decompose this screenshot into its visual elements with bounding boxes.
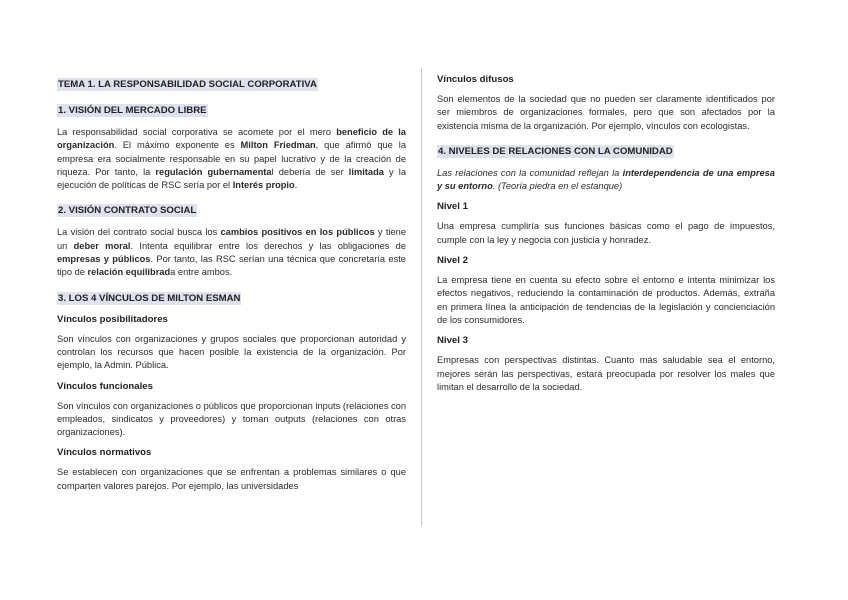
section-4-paragraph	[437, 167, 775, 194]
section-1-title: 1. VISIÓN DEL MERCADO LIBRE	[58, 105, 207, 116]
link-enabling-text: Son vínculos con organizaciones y grupos sociales que proporcionan autoridad y controlan los recursos que hacen posible la existencia de la organización. Por ejemplo, la Admin. Pública.	[57, 333, 406, 371]
bold-run: beneficio de la organización	[57, 127, 406, 151]
text-run: . (Teoría piedra en el estanque)	[492, 181, 623, 192]
section-3-heading	[57, 288, 406, 306]
bold-run: Milton Friedman	[240, 140, 316, 151]
section-1-paragraph	[57, 126, 406, 192]
text-run: . Por tanto, las RSC serían una técnica que concretaría este tipo de	[57, 254, 406, 278]
section-2-title: 2. VISIÓN CONTRATO SOCIAL	[58, 205, 197, 217]
level-3-title: Nivel 3	[437, 335, 468, 347]
text-run: . El máximo exponente es	[114, 140, 241, 151]
text-run: La responsabilidad social corporativa se acomete por el mero	[57, 127, 337, 137]
level-2-title: Nivel 2	[437, 255, 468, 267]
column-divider	[421, 68, 422, 526]
topic-title	[57, 74, 406, 92]
link-diffuse-text: Son elementos de la sociedad que no pueden ser claramente identificados por ser miembros de organizaciones formales, pero que son afectados por la existencia misma de la organización. Por ejemplo, vínculos con ecologistas.	[437, 94, 775, 131]
section-4-heading	[437, 141, 775, 159]
bold-run: Interés propio	[232, 180, 295, 191]
bold-run: deber moral	[73, 240, 131, 251]
text-run: , que afirmó que la empresa era socialmente responsable en su papel lucrativo y de la creación de riqueza. Por tanto, la	[57, 140, 406, 177]
text-run: a entre ambos.	[170, 267, 233, 278]
section-1-heading	[57, 100, 406, 118]
link-functional-text: Son vínculos con organizaciones o públicos que proporcionan inputs (relaciones con empleados, sindicatos y proveedores) y toman outputs (relaciones con otras organizaciones).	[57, 400, 406, 438]
text-run: Las relaciones con la comunidad reflejan la	[437, 167, 623, 178]
section-3-title: 3. LOS 4 VÍNCULOS DE MILTON ESMAN	[58, 292, 241, 304]
section-2-heading	[57, 200, 406, 218]
right-column	[437, 74, 775, 402]
bold-run: relación equilibrad	[87, 267, 171, 278]
link-enabling-title: Vínculos posibilitadores	[57, 313, 168, 325]
level-1-text: Una empresa cumpliría sus funciones básicas como el pago de impuestos, cumple con la ley y negocia con justicia y honradez.	[437, 221, 775, 245]
text-run: La visión del contrato social busca los	[57, 227, 221, 238]
level-2-text: La empresa tiene en cuenta su efecto sobre el entorno e intenta minimizar los efectos negativos, reduciendo la contaminación de productos. Además, extraña en primera línea la anticipación de tendencias de la legislación y concienciación de los consumidores.	[437, 275, 775, 325]
text-run: y la ejecución de políticas de RSC sería por el	[57, 166, 407, 191]
bold-run: limitada	[348, 166, 384, 177]
level-3-text: Empresas con perspectivas distintas. Cuanto más saludable sea el entorno, mejores serán las perspectivas, estará preocupada por resolver los males que limitan el desarrollo de la sociedad.	[437, 355, 775, 392]
text-run: .	[294, 180, 298, 191]
section-4-title: 4. NIVELES DE RELACIONES CON LA COMUNIDAD	[438, 145, 673, 157]
section-2-paragraph	[57, 226, 406, 279]
text-run: . Intenta equilibrar entre los derechos y las obligaciones de	[130, 240, 406, 251]
text-run: l debería de ser	[271, 166, 349, 177]
bold-run: empresas y públicos	[57, 254, 151, 265]
link-diffuse-title: Vínculos difusos	[437, 74, 514, 85]
link-normative-title: Vínculos normativos	[57, 447, 152, 459]
topic-title-text: TEMA 1. LA RESPONSABILIDAD SOCIAL CORPORATIVA	[58, 79, 317, 90]
link-normative-text: Se establecen con organizaciones que se enfrentan a problemas similares o que comparten valores parejos. Por ejemplo, las universidades	[57, 467, 406, 491]
bold-run: cambios positivos en los públicos	[220, 227, 375, 238]
level-1-title: Nivel 1	[437, 201, 468, 213]
bold-run: interdependencia de una empresa y su entorno	[437, 167, 775, 192]
bold-run: regulación gubernamenta	[155, 166, 272, 177]
link-functional-title: Vínculos funcionales	[57, 380, 153, 392]
left-column	[57, 74, 406, 501]
text-run: y tiene un	[57, 227, 406, 251]
